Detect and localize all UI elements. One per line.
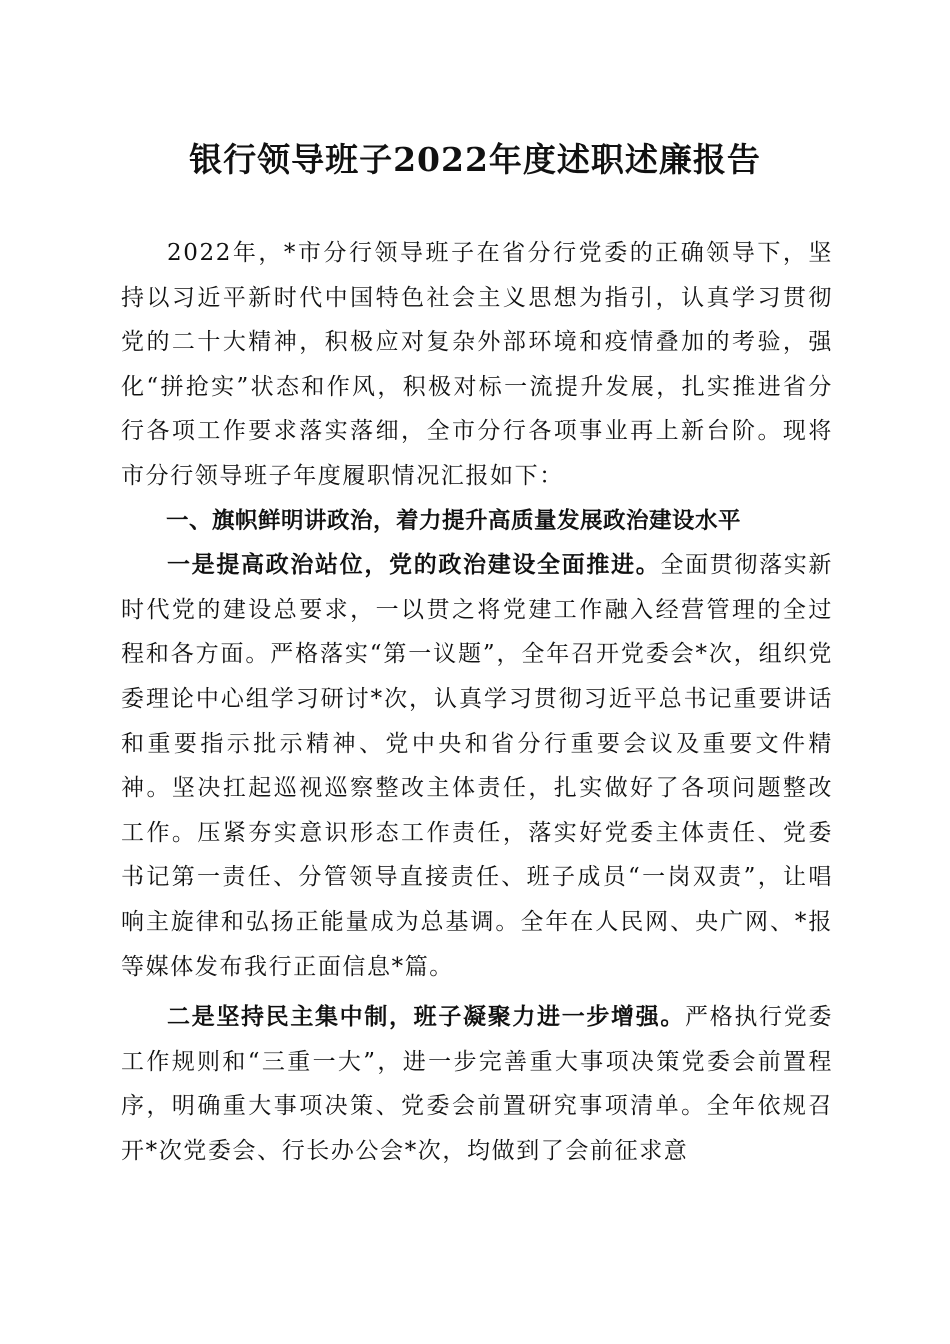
document-title: 银行领导班子2022年度述职述廉报告 bbox=[189, 140, 761, 179]
paragraph-text: 严格执行党委工作规则和“三重一大”，进一步完善重大事项决策党委会前置程序，明确重大事项决策、党委会前置研究事项清单。全年依规召开*次党委会、行长办公会*次，均做到了会前征求意 bbox=[121, 1004, 833, 1164]
paragraph-lead: 二是坚持民主集中制，班子凝聚力进一步增强。 bbox=[167, 1003, 686, 1031]
intro-paragraph: 2022年，*市分行领导班子在省分行党委的正确领导下，坚持以习近平新时代中国特色社会主义思想为指引，认真学习贯彻党的二十大精神，积极应对复杂外部环境和疫情叠加的考验，强化“拼抢实”状态和作风，积极对标一流提升发展，扎实推进省分行各项工作要求落实落细，全市分行各项事业再上新台阶。现将市分行领导班子年度履职情况汇报如下： bbox=[121, 240, 833, 489]
document-body bbox=[121, 231, 833, 1173]
paragraph-text: 全面贯彻落实新时代党的建设总要求，一以贯之将党建工作融入经营管理的全过程和各方面。严格落实“第一议题”，全年召开党委会*次，组织党委理论中心组学习研讨*次，认真学习贯彻习近平总书记重要讲话和重要指示批示精神、党中央和省分行重要会议及重要文件精神。坚决扛起巡视巡察整改主体责任，扎实做好了各项问题整改工作。压紧夯实意识形态工作责任，落实好党委主体责任、党委书记第一责任、分管领导直接责任、班子成员“一岗双责”，让唱响主旋律和弘扬正能量成为总基调。全年在人民网、央广网、*报等媒体发布我行正面信息*篇。 bbox=[121, 552, 834, 980]
paragraph-lead: 一是提高政治站位，党的政治建设全面推进。 bbox=[167, 551, 661, 579]
body-paragraph bbox=[121, 995, 833, 1173]
section-heading: 一、旗帜鲜明讲政治，着力提升高质量发展政治建设水平 bbox=[166, 507, 742, 534]
body-paragraph bbox=[121, 543, 833, 989]
